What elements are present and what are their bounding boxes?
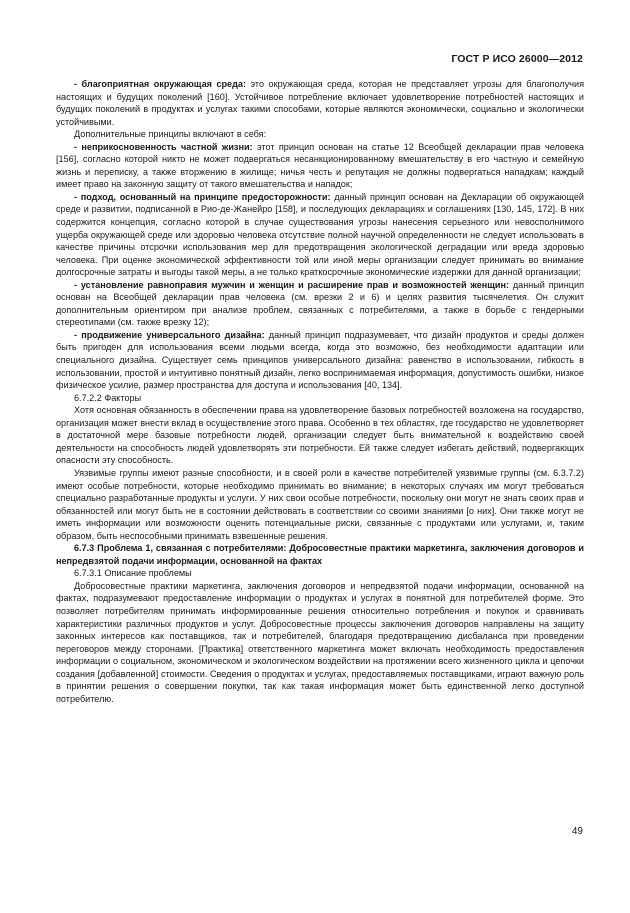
paragraph-text: данный принцип основан на Всеобщей декларации прав человека (см. врезки 2 и 6) и целях развития тысячелетия. Он служит дополнительным ориентиром при анализе проблем, связанных с потребителями, а также в борьбе с гендерными стереотипами (см. также врезку 12); bbox=[56, 279, 584, 328]
paragraph-text: это окружающая среда, которая не представляет угрозы для благополучия настоящих и будущих поколений [160]. Устойчивое потребление включает удовлетворение потребностей настоящих и будущих поколений в продуктах и услугах такими способами, которые являются экономически, социально и экологически устойчивыми. bbox=[56, 79, 584, 127]
paragraph-basic-needs: Хотя основная обязанность в обеспечении права на удовлетворение базовых потребностей возложена на государство, организация может внести вклад в осуществление этого права. Особенно в тех областях, где государство не удовлетворяет в достаточной мере базовые потребности людей, организации следует быть внимательной к воздействию своей деятельности на способность людей удовлетворять эти потребности. Ей также следует избегать действий, подвергающих опасности эту способность. bbox=[56, 405, 584, 466]
paragraph-additional-principles: Дополнительные принципы включают в себя: bbox=[74, 129, 267, 140]
paragraph-precautionary-approach bbox=[56, 191, 584, 279]
paragraph-favorable-environment bbox=[56, 78, 584, 128]
section-heading-issue-1: 6.7.3 Проблема 1, связанная с потребителями: Добросовестные практики маркетинга, заключения договоров и непредвзятой подачи информации, основанной на фактах bbox=[56, 543, 584, 566]
subsection-heading-factors: 6.7.2.2 Факторы bbox=[74, 392, 142, 403]
term-label: - подход, основанный на принципе предосторожности: bbox=[74, 191, 331, 202]
paragraph-text: данный принцип подразумевает, что дизайн продуктов и среды должен быть пригоден для использования всеми людьми всегда, когда это возможно, без необходимости адаптации или специального дизайна. Существует семь принципов универсального дизайна: равенство в использовании, гибкость в использовании, простой и интуитивно понятный дизайн, легко воспринимаемая информация, допустимость ошибки, низкое физическое усилие, размер пространства для доступа и использования [40, 134]. bbox=[56, 329, 584, 391]
paragraph-fair-marketing: Добросовестные практики маркетинга, заключения договоров и непредвзятой подачи информации, основанной на фактах, подразумевают предоставление информации о продуктах и услугах в понятной для потребителей форме. Это позволяет потребителям принимать информированные решения относительно потребления и покупок и сравнивать характеристики различных продуктов и услуг. Добросовестные процессы заключения договоров направлены на защиту законных интересов как поставщиков, так и потребителей, благодаря предотвращению дисбаланса при проведении переговоров между сторонами. [Практика] ответственного маркетинга может включать необходимость предоставления информации о социальном, экономическом и экологическом воздействии на протяжении всего жизненного цикла и цепочки создания [добавленной] стоимости. Сведения о продуктах и услугах, предоставляемых поставщиками, играют важную роль в принятии решения о совершении покупки, так как такая информация может быть единственной легко доступной потребителю. bbox=[56, 580, 584, 704]
paragraph-gender-equality bbox=[56, 279, 584, 329]
body-text bbox=[56, 78, 584, 705]
term-label: - благоприятная окружающая среда: bbox=[74, 79, 246, 89]
paragraph-universal-design bbox=[56, 329, 584, 392]
paragraph-text: данный принцип основан на Декларации об окружающей среде и развитии, подписанной в Рио-де-Жанейро [158], и последующих декларациях и соглашениях [130, 145, 172]. В них содержится концепция, согласно которой в случае существования угрозы нанесения серьезного или невосполнимого ущерба окружающей среде или здоровью человека отсутствие полной научной определенности не следует использовать в качестве причины отсрочки использования мер для предотвращения экологической деградации или вреда здоровью человека. При оценке экономической эффективности той или иной меры организации следует принимать во внимание долгосрочные затраты и выгоды такой меры, а не только краткосрочные экономические издержки для данной организации; bbox=[56, 191, 584, 278]
document-id-header: ГОСТ Р ИСО 26000—2012 bbox=[451, 53, 583, 65]
term-label: - продвижение универсального дизайна: bbox=[74, 329, 265, 340]
term-label: - неприкосновенность частной жизни: bbox=[74, 141, 253, 152]
paragraph-privacy bbox=[56, 141, 584, 191]
term-label: - установление равноправия мужчин и женщин и расширение прав и возможностей женщин: bbox=[74, 279, 510, 290]
paragraph-vulnerable-groups: Уязвимые группы имеют разные способности, и в своей роли в качестве потребителей уязвимые группы (см. 6.3.7.2) имеют особые потребности, которые необходимо принимать во внимание; в некоторых случаях им могут требоваться специально разработанные продукты и услуги. У них свои особые потребности, поскольку они могут не знать своих прав и обязанностей или могут быть не в состоянии действовать в соответствии со своими знаниями [о них]. Они также могут не иметь информации или возможности оценить потенциальные риски, связанные с продуктами или услугами, и, таким образом, быть неспособными принимать взвешенные решения. bbox=[56, 467, 584, 541]
subsection-heading-description: 6.7.3.1 Описание проблемы bbox=[74, 568, 192, 579]
paragraph-text: этот принцип основан на статье 12 Всеобщей декларации прав человека [156], согласно которой никто не может подвергаться несанкционированному вмешательству в его частную и семейную жизнь и переписку, а также вторжению в жилище; ничья честь и репутация не должны подвергаться нападкам; каждый имеет право на законную защиту от такого вмешательства и нападок; bbox=[56, 141, 584, 190]
page-number: 49 bbox=[571, 826, 583, 837]
